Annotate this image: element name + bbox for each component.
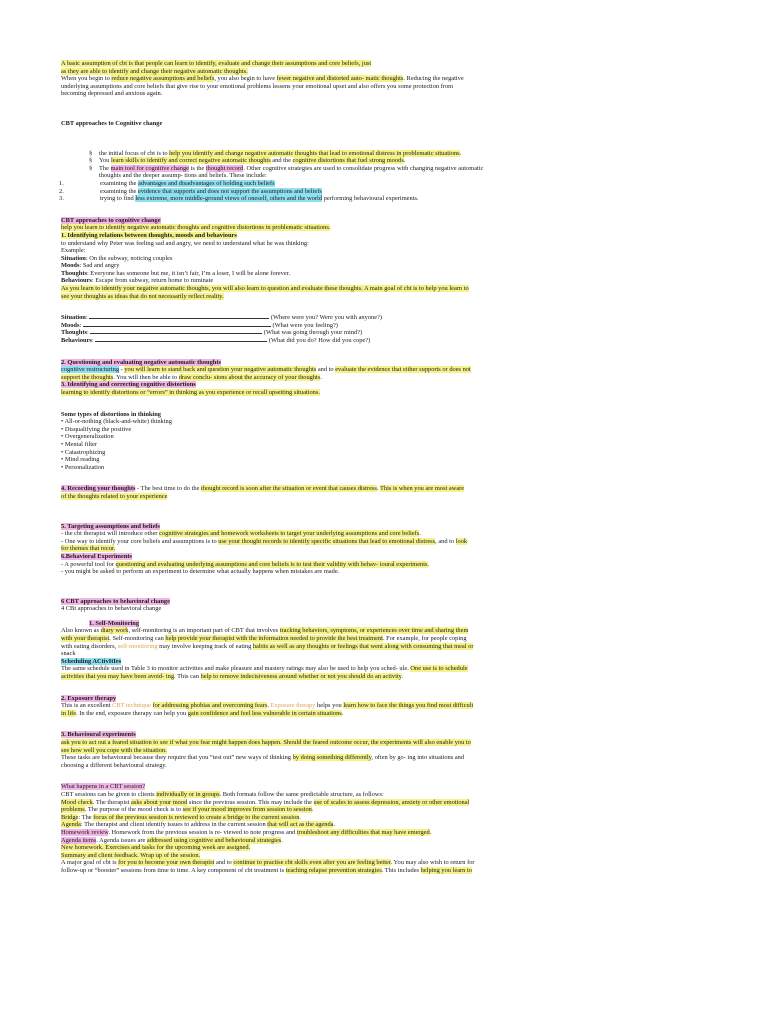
paragraph: 4 CBt approaches to behavioral change: [61, 605, 162, 613]
paragraph: Example:: [61, 247, 86, 255]
paragraph: support the thoughts. You will then be able to draw conclu- sions about the accuracy of your thoughts.: [61, 373, 322, 381]
paragraph: As you learn to identify your negative automatic thoughts, you will also learn to question and evaluate these thoughts. A main goal of cbt is to help you learn to: [61, 285, 469, 293]
section-heading: 6 CBT approaches to behavioral change: [61, 597, 170, 605]
list-item: • All-or-nothing (black-and-white) thinking: [61, 418, 172, 426]
subheading: 2. Questioning and evaluating negative automatic thoughts: [61, 358, 221, 366]
paragraph: The same schedule used in Table 3 to monitor activities and make pleasure and mastery ratings may also be used to help you sched- ule. One use is to schedule: [61, 665, 468, 673]
list-item: • Disqualifying the positive: [61, 425, 132, 433]
list-item: • Mental filter: [61, 440, 97, 448]
example-line: Behaviours: Escape from subway, return home to ruminate: [61, 277, 214, 285]
highlight: as they are able to identify and change their negative automatic thoughts.: [61, 67, 248, 75]
blank-line[interactable]: [89, 318, 269, 319]
subheading: 6.Behavioral Experiments: [61, 552, 133, 560]
form-row: Moods: (What were you feeling?): [61, 321, 338, 329]
paragraph: in life. In the end, exposure therapy can help you gain confidence and feel less vulnerable in certain situations.: [61, 709, 344, 717]
paragraph: CBT sessions can be given to clients individually or in groups. Both formats follow the same predictable structure, as follows:: [61, 790, 384, 798]
list-item: • Mind reading: [61, 456, 100, 464]
subheading: Scheduling ACtivItIes: [61, 657, 122, 665]
blank-line[interactable]: [90, 333, 262, 334]
highlight: reduce negative assumptions and beliefs: [111, 75, 215, 83]
text: , you also begin to have: [214, 75, 277, 83]
paragraph: problems. The purpose of the mood check is to see if your mood improves from session to session.: [61, 806, 314, 814]
list-item: • Personalization: [61, 463, 105, 471]
paragraph: Homework review. Homework from the previous session is re- viewed to note progress and troubleshoot any difficulties that may have emerged.: [61, 828, 432, 836]
text: . Reducing the negative: [403, 75, 464, 83]
paragraph: choosing a different behavioural strategy.: [61, 761, 167, 769]
list-item: • Overgeneralization: [61, 433, 114, 441]
section-heading: CBT approaches to cognitive change: [61, 216, 161, 224]
list-heading: Some types of distortions in thinking: [61, 410, 161, 418]
paragraph: Agenda: The therapist and client identify issues to address in the current session that will act as the agenda.: [61, 821, 336, 829]
paragraph: ask you to act out a feared situation to see if what you fear might happen does happen. Should the feared outcome occur, the experiments will also enable you to: [61, 739, 471, 746]
form-row: Thoughts: (What was going through your mind?): [61, 329, 363, 337]
paragraph: follow-up or “booster” sessions from time to time. A key component of cbt treatment is teaching relapse prevention strategies. This includes helping you learn to: [61, 866, 472, 874]
form-row: Situation: (Where were you? Were you with anyone?): [61, 314, 383, 322]
form-row: Behaviours: (What did you do? How did you cope?): [61, 337, 371, 345]
subheading: 1. Self-Monitoring: [89, 619, 140, 627]
blank-line[interactable]: [95, 341, 267, 342]
paragraph: see your thoughts as ideas that do not necessarily reflect reality.: [61, 292, 224, 300]
paragraph: Bridge: The focus of the previous session is reviewed to create a bridge to the current session.: [61, 813, 302, 821]
intro-line: underlying assumptions and core beliefs that give rise to your emotional problems lessens your emotional upset and also offers you some protection from: [61, 82, 454, 90]
intro-line: [61, 75, 711, 83]
text: When you begin to: [61, 75, 112, 83]
highlight: A basic assumption of cbt is that people can learn to identify, evaluate and change their assumptions and core beliefs, just: [61, 60, 372, 67]
subheading: 1. Identifying relations between thoughts, moods and behaviours: [61, 231, 237, 239]
subheading: 3. Identifying and correcting cognitive distortions: [61, 381, 196, 389]
paragraph: see how well you cope with the situation.: [61, 746, 167, 754]
paragraph: - you might be asked to perform an experiment to determine what actually happens when mistakes are made.: [61, 568, 340, 576]
intro-line: becoming depressed and anxious again.: [61, 90, 163, 98]
example-line: Thoughts: Everyone has someone but me, it isn’t fair, I’m a loser, I will be alone forever.: [61, 269, 291, 277]
section-heading: CBT approaches to Cognitive change: [61, 119, 163, 127]
paragraph: Summary and client feedback. Wrap up of the session.: [61, 851, 201, 859]
numbered-item: 2. examining the evidence that supports and does not support the assumptions and beliefs: [59, 187, 322, 195]
subheading: 5. Targeting assumptions and beliefs: [61, 522, 160, 530]
paragraph: of the thoughts related to your experience: [61, 492, 168, 500]
paragraph: snack: [61, 650, 76, 658]
paragraph: Mood check. The therapist asks about your mood since the previous session. This may include the use of scales to assess depression, anxiety or other emotional: [61, 798, 470, 806]
example-line: Situation: On the subway, noticing couples: [61, 254, 173, 262]
paragraph: - A powerful tool for questioning and evaluating underlying assumptions and core beliefs is to test their validity with behav- ioural experiments.: [61, 560, 430, 568]
highlight: fewer negative and distorted auto- matic thoughts: [276, 75, 404, 83]
paragraph: cognitive restructuring - you will learn to stand back and question your negative automatic thoughts and to evaluate the evidence that either supports or does not: [61, 366, 471, 374]
paragraph: These tasks are behavioural because they require that you “test out” new ways of thinking by doing something differently, often by go- ing into situations and: [61, 754, 465, 762]
subheading: 2. Exposure therapy: [61, 694, 117, 702]
paragraph: 4. Recording your thoughts - The best time to do the thought record is soon after the situation or event that causes distress. This is when you are most aware: [61, 485, 465, 493]
section-heading: What happens in a CBT session?: [61, 783, 146, 791]
paragraph: with your therapist. Self-monitoring can help provide your therapist with the information needed to provide the best treatment. For example, for people coping: [61, 635, 467, 643]
thought-record-form: [61, 314, 711, 344]
paragraph: - the cbt therapist will introduce other cognitive strategies and homework worksheets to target your underlying assumptions and core beliefs.: [61, 530, 421, 538]
example-line: Moods: Sad and angry: [61, 262, 120, 270]
paragraph: with eating disorders, self-monitoring may involve keeping track of eating habits as well as any thoughts or feelings that went along with consuming that meal or: [61, 642, 474, 650]
paragraph: A major goal of cbt is for you to become your own therapist and to continue to practise cbt skills even after you are feeling better. You may also wish to return for: [61, 859, 475, 867]
intro-line: [61, 68, 711, 76]
blank-line[interactable]: [83, 326, 271, 327]
numbered-item: 3. trying to find less extreme, more middle-ground views of oneself, others and the world performing behavioural experiments.: [59, 195, 419, 203]
paragraph: - One way to identify your core beliefs and assumptions is to use your thought records to identify specific situations that lead to emotional distress, and to look: [61, 537, 468, 545]
numbered-item: 1. examining the advantages and disadvantages of holding such beliefs: [59, 179, 275, 187]
list-item: § The main tool for cognitive change is the thought record. Other cognitive strategies are used to consolidate progress with changing negative automatic thoughts and the deeper assump- tions and beliefs. These include:: [89, 164, 484, 180]
paragraph: to understand why Peter was feeling sad and angry, we need to understand what he was thinking:: [61, 239, 309, 247]
distortion-list: [61, 418, 711, 471]
paragraph: Agenda items. Agenda issues are addressed using cognitive and behavioural strategies.: [61, 836, 283, 844]
paragraph: New homework. Exercises and tasks for the upcoming week are assigned.: [61, 844, 251, 852]
paragraph: activities that you may have been avoid- ing. This can help to remove indecisiveness around whether or not you should do an activity.: [61, 673, 404, 681]
intro-line: [61, 60, 711, 68]
list-item: § You learn skills to identify and correct negative automatic thoughts and the cognitive distortions that fuel strong moods.: [89, 157, 406, 165]
paragraph: for themes that recur.: [61, 545, 116, 553]
paragraph: help you learn to identify negative automatic thoughts and cognitive distortions in problematic situations.: [61, 224, 331, 232]
paragraph: learning to identify distortions or “errors” in thinking as you experience or recall upsetting situations.: [61, 389, 320, 396]
subheading: 3. Behavioural experiments: [61, 731, 136, 739]
list-item: § the initial focus of cbt is to help you identify and change negative automatic thoughts that lead to emotional distress in problematic situations.: [89, 149, 462, 157]
document-page: [61, 60, 711, 875]
paragraph: This is an excellent CBT technique for addressing phobias and overcoming fears. Exposure therapy helps you learn how to face the things you find most difficult: [61, 702, 474, 710]
paragraph: Also known as diary work, self-monitoring is an important part of CBT that involves tracking behaviors, symptoms, or experiences over time and sharing them: [61, 627, 469, 635]
list-item: • Catastrophizing: [61, 448, 106, 456]
